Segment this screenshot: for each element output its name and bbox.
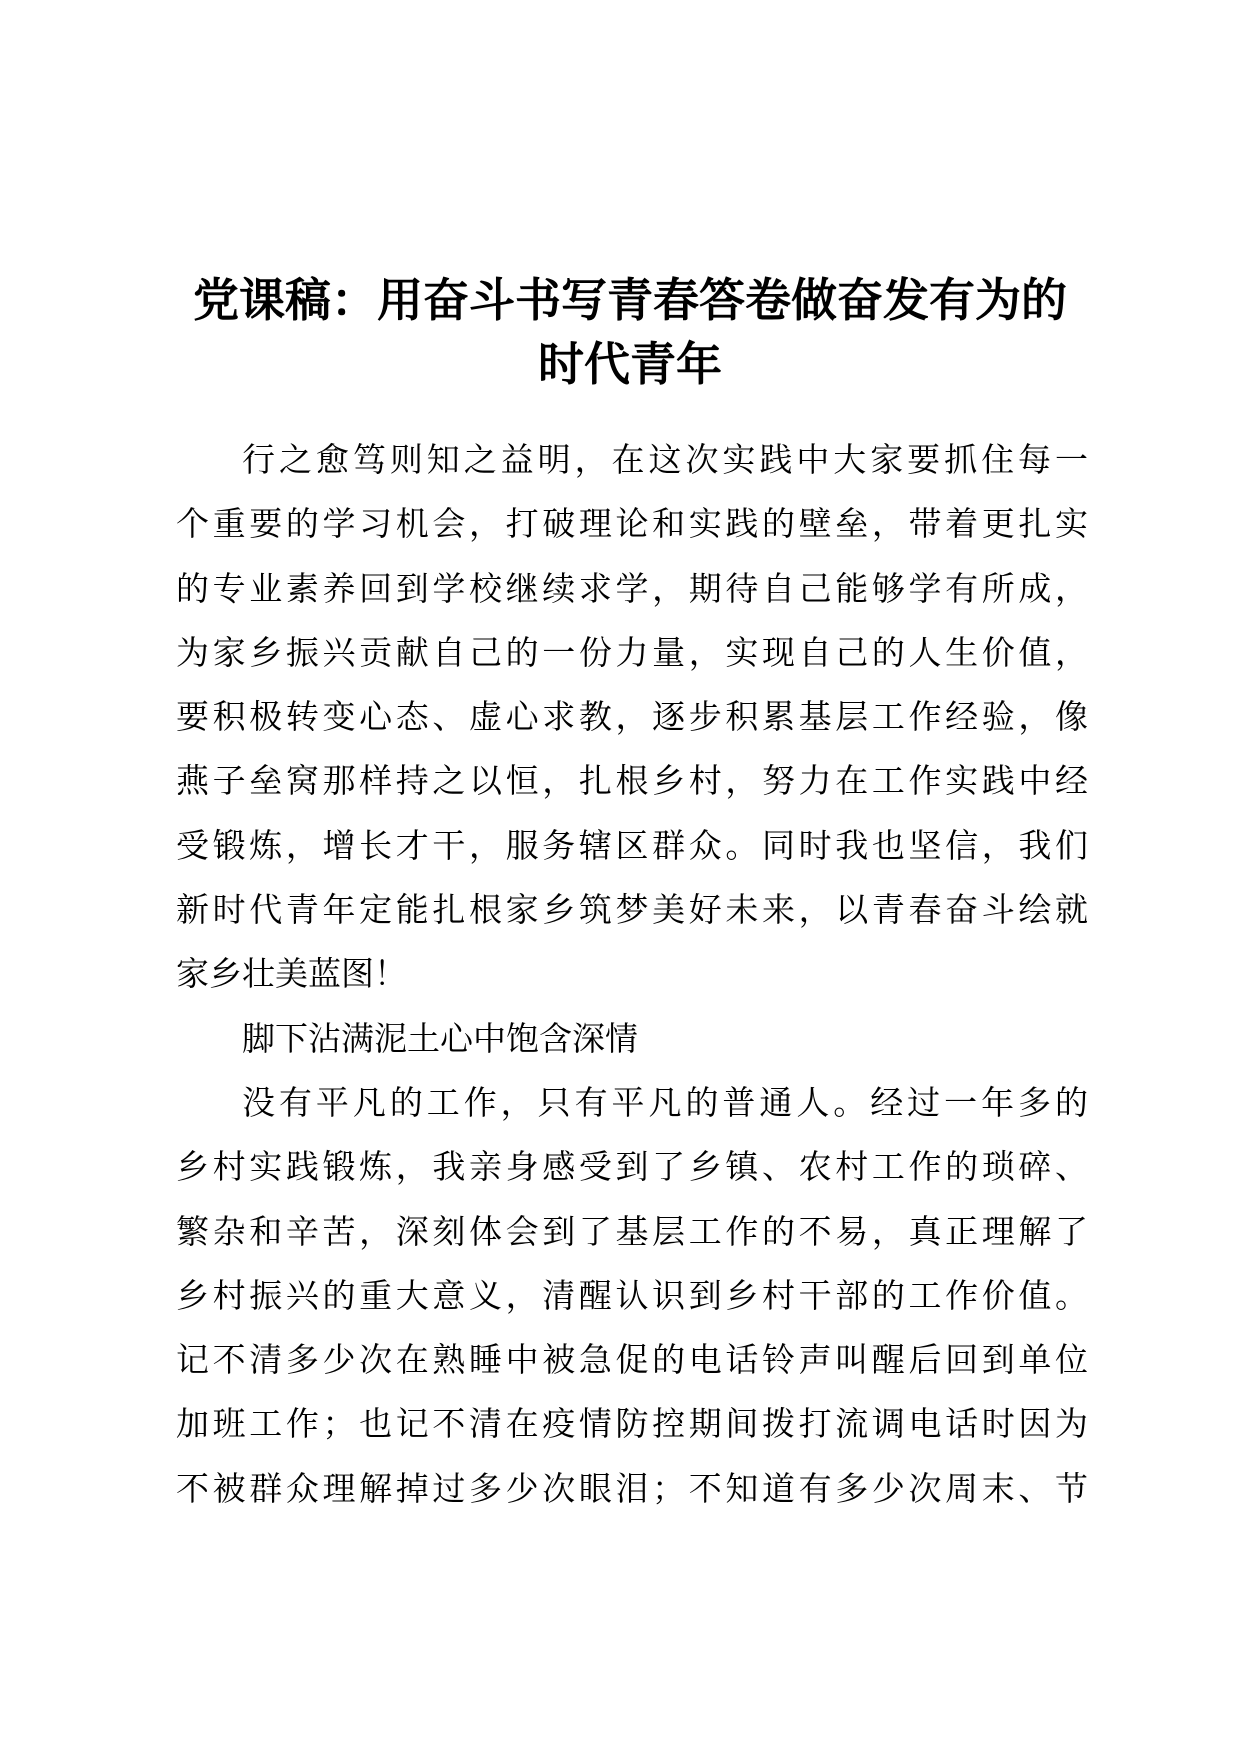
body-text-line: 乡村实践锻炼，我亲身感受到了乡镇、农村工作的琐碎、 <box>176 1147 1088 1187</box>
title-line-1: 党课稿：用奋斗书写青春答卷做奋发有为的 <box>193 273 1067 327</box>
body-text-line: 新时代青年定能扎根家乡筑梦美好未来，以青春奋斗绘就 <box>176 890 1088 930</box>
document-title <box>170 268 1090 396</box>
body-text-line: 的专业素养回到学校继续求学，期待自己能够学有所成， <box>176 568 1088 608</box>
body-text-line: 没有平凡的工作，只有平凡的普通人。经过一年多的 <box>242 1082 1088 1122</box>
document-body <box>176 428 1088 1521</box>
body-text-line: 行之愈笃则知之益明，在这次实践中大家要抓住每一 <box>242 440 1088 479</box>
body-text-line: 为家乡振兴贡献自己的一份力量，实现自己的人生价值， <box>176 632 1088 672</box>
body-text-line: 加班工作；也记不清在疫情防控期间拨打流调电话时因为 <box>176 1404 1088 1444</box>
body-text-line: 个重要的学习机会，打破理论和实践的壁垒，带着更扎实 <box>176 504 1088 544</box>
body-text-line: 受锻炼，增长才干，服务辖区群众。同时我也坚信，我们 <box>176 825 1088 865</box>
body-text-line: 燕子垒窝那样持之以恒，扎根乡村，努力在工作实践中经 <box>176 761 1088 801</box>
body-text-line: 繁杂和辛苦，深刻体会到了基层工作的不易，真正理解了 <box>176 1211 1088 1251</box>
section-heading: 脚下沾满泥土心中饱含深情 <box>242 1018 638 1058</box>
body-text-line: 家乡壮美蓝图！ <box>176 954 407 994</box>
body-text-line: 乡村振兴的重大意义，清醒认识到乡村干部的工作价值。 <box>176 1275 1088 1315</box>
title-line-2: 时代青年 <box>538 337 722 391</box>
body-text-line: 不被群众理解掉过多少次眼泪；不知道有多少次周末、节 <box>176 1468 1088 1508</box>
body-text-line: 要积极转变心态、虚心求教，逐步积累基层工作经验，像 <box>176 697 1088 737</box>
body-text-line: 记不清多少次在熟睡中被急促的电话铃声叫醒后回到单位 <box>176 1340 1088 1380</box>
